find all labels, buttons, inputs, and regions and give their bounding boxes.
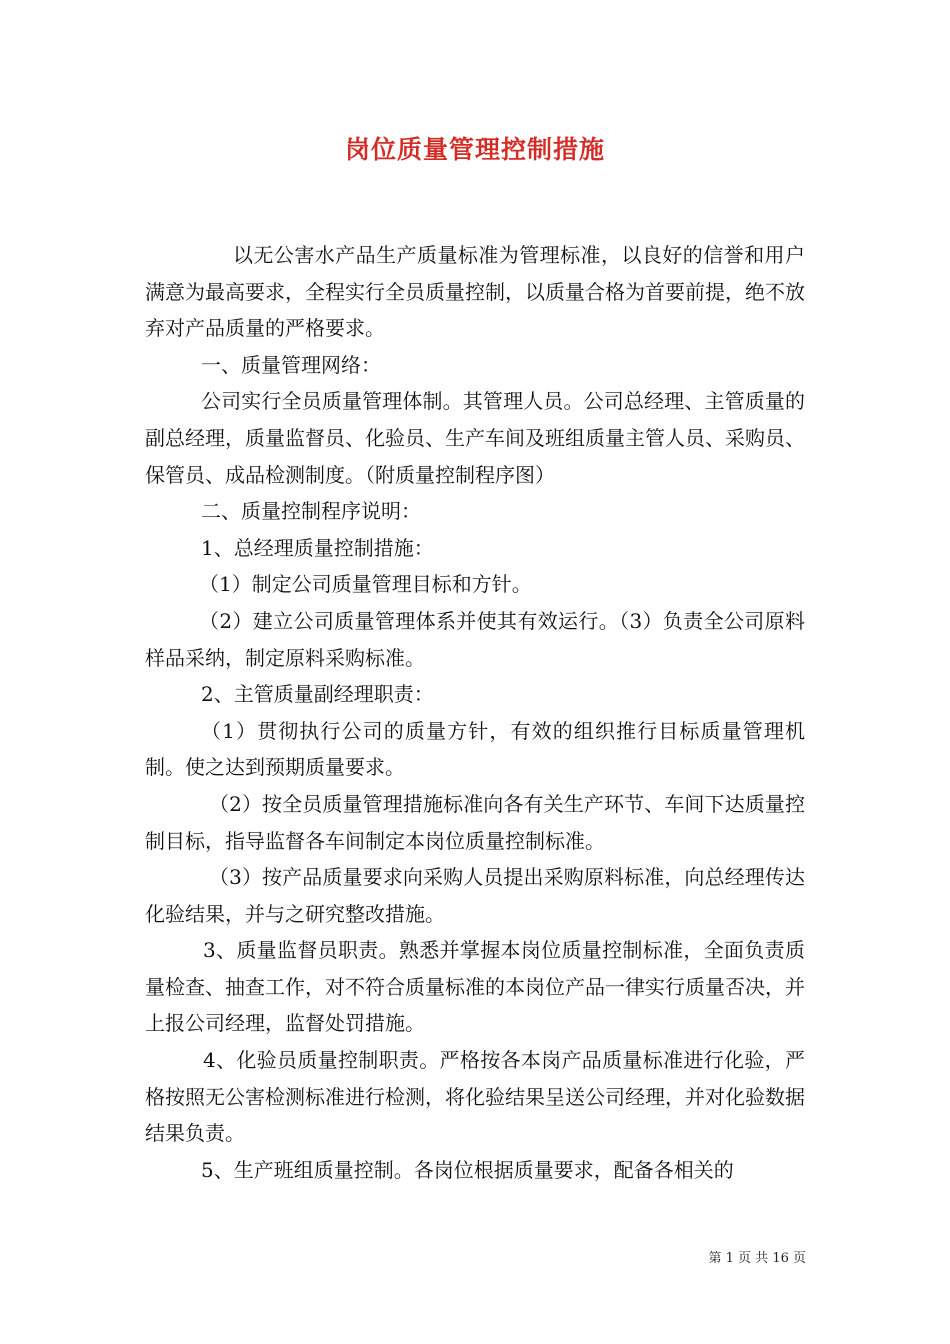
paragraph: 3、质量监督员职责。熟悉并掌握本岗位质量控制标准，全面负责质量检查、抽查工作，对不符合质量标准的本岗位产品一律实行质量否决，并上报公司经理，监督处罚措施。 [145, 938, 805, 1036]
paragraph: 5、生产班组质量控制。各岗位根据质量要求，配备各相关的 [201, 1157, 734, 1182]
section-heading: 二、质量控制程序说明： [201, 499, 421, 524]
page-number-footer: 第 1 页 共 16 页 [708, 1251, 806, 1266]
list-item: （3）按产品质量要求向采购人员提出采购原料标准，向总经理传达化验结果，并与之研究整改措施。 [145, 865, 805, 926]
paragraph: 以无公害水产品生产质量标准为管理标准，以良好的信誉和用户满意为最高要求，全程实行全员质量控制，以质量合格为首要前提，绝不放弃对产品质量的严格要求。 [145, 243, 805, 341]
list-item: （2）建立公司质量管理体系并使其有效运行。（3）负责全公司原料样品采纳，制定原料采购标准。 [145, 608, 805, 670]
document-title: 岗位质量管理控制措施 [344, 135, 605, 164]
list-item: （1）贯彻执行公司的质量方针，有效的组织推行目标质量管理机制。使之达到预期质量要求。 [145, 718, 805, 780]
subsection-heading: 2、主管质量副经理职责： [201, 682, 434, 707]
document-body [145, 237, 805, 1188]
paragraph: 4、化验员质量控制职责。严格按各本岗产品质量标准进行化验，严格按照无公害检测标准进行检测，将化验结果呈送公司经理，并对化验数据结果负责。 [145, 1048, 805, 1146]
paragraph: 公司实行全员质量管理体制。其管理人员。公司总经理、主管质量的副总经理，质量监督员、化验员、生产车间及班组质量主管人员、采购员、保管员、成品检测制度。（附质量控制程序图） [145, 389, 805, 487]
subsection-heading: 1、总经理质量控制措施： [201, 535, 434, 560]
list-item: （1）制定公司质量管理目标和方针。 [199, 572, 532, 597]
section-heading: 一、质量管理网络： [201, 352, 381, 377]
list-item: （2）按全员质量管理措施标准向各有关生产环节、车间下达质量控制目标，指导监督各车间制定本岗位质量控制标准。 [145, 791, 805, 853]
